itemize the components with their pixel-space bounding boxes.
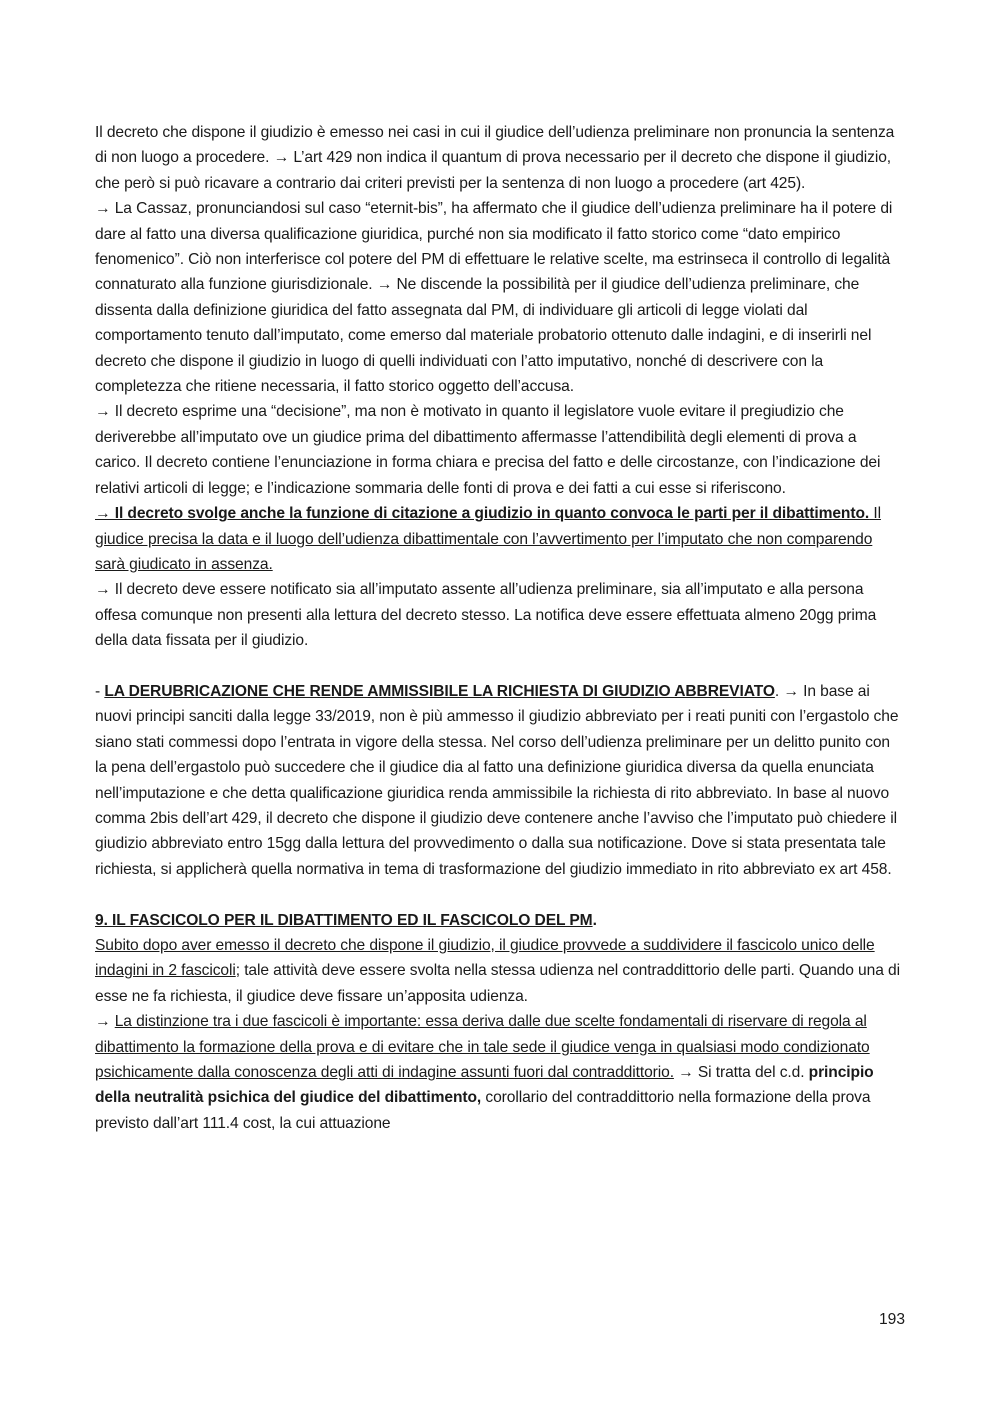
page-number: 193 — [878, 1311, 905, 1328]
document-body — [95, 120, 905, 1136]
paragraph-decisione: → Il decreto esprime una “decisione”, ma non è motivato in quanto il legislatore vuole evitare il pregiudizio che deriverebbe all’imputato ove un giudice prima del dibattimento affermasse l’attendibilità degli elementi di prova a carico. Il decreto contiene l’enunciazione in forma chiara e precisa del fatto e delle circostanze, con l’indicazione dei relativi articoli di legge; e l’indicazione sommaria delle fonti di prova e dei fatti a cui esse si riferiscono. — [95, 403, 881, 497]
paragraph-suddivisione: Subito dopo aver emesso il decreto che dispone il giudizio, il giudice provvede a suddividere il fascicolo unico delle indagini in 2 fascicoli; tale attività deve essere svolta nella stessa udienza nel contraddittorio delle parti. Quando una di esse ne fa richiesta, il giudice deve fissare un’apposita udienza. — [95, 936, 900, 1005]
paragraph-cassazione: → La Cassaz, pronunciandosi sul caso “eternit-bis”, ha affermato che il giudice dell’udienza preliminare ha il potere di dare al fatto una diversa qualificazione giuridica, purché non sia modificato il fatto storico come “dato empirico fenomenico”. Ciò non interferisce col potere del PM di effettuare le relative scelte, ma estrinseca il controllo di legalità connaturato alla funzione giurisdizionale. → Ne discende la possibilità per il giudice dell’udienza preliminare, che dissenta dalla definizione giuridica del fatto assegnata dal PM, di individuare gli articoli di legge violati dal comportamento tenuto dall’imputato, come emerso dal materiale probatorio ottenuto dalle indagini, e di inserirli nel decreto che dispone il giudizio in luogo di quelli individuati con l’atto imputativo, nonché di descrivere con la completezza che ritiene necessaria, il fatto storico oggetto dell’accusa. — [95, 200, 893, 396]
arrow-icon: → — [95, 1013, 111, 1031]
paragraph-distinzione: → La distinzione tra i due fascicoli è importante: essa deriva dalle due scelte fondamentali di riservare di regola al dibattimento la formazione della prova e di evitare che in tale sede il giudice venga in qualsiasi modo condizionato psichicamente dalla conoscenza degli atti di indagine assunti fuori dal contraddittorio. → Si tratta del c.d. principio della neutralità psichica del giudice del dibattimento, corollario del contraddittorio nella formazione della prova previsto dall’art 111.4 cost, la cui attuazione — [95, 1013, 874, 1132]
spacer — [95, 882, 905, 907]
bold-emphasis: principio della neutralità psichica del giudice del dibattimento, — [95, 1064, 874, 1107]
paragraph-citazione: → Il decreto svolge anche la funzione di citazione a giudizio in quanto convoca le parti per il dibattimento. Il giudice precisa la data e il luogo dell’udienza dibattimentale con l’avvertimento per l’imputato che non comparendo sarà giudicato in assenza. — [95, 505, 881, 573]
arrow-icon: → — [95, 403, 111, 421]
paragraph-notifica: → Il decreto deve essere notificato sia all’imputato assente all’udienza preliminare, sia all’imputato e alla persona offesa comunque non presenti alla lettura del decreto stesso. La notifica deve essere effettuata almeno 20gg prima della data fissata per il giudizio. — [95, 581, 877, 650]
subsection-heading: LA DERUBRICAZIONE CHE RENDE AMMISSIBILE LA RICHIESTA DI GIUDIZIO ABBREVIATO — [104, 682, 775, 700]
arrow-icon: → — [95, 200, 111, 218]
arrow-icon: → — [95, 581, 111, 599]
paragraph-decreto-intro: Il decreto che dispone il giudizio è emesso nei casi in cui il giudice dell’udienza preliminare non pronuncia la sentenza di non luogo a procedere. → L’art 429 non indica il quantum di prova necessario per il decreto che dispone il giudizio, che però si può ricavare a contrario dai criteri previsti per la sentenza di non luogo a procedere (art 425). — [95, 124, 895, 192]
spacer — [95, 654, 905, 679]
paragraph-derubricazione: - LA DERUBRICAZIONE CHE RENDE AMMISSIBILE LA RICHIESTA DI GIUDIZIO ABBREVIATO. → In base ai nuovi principi sanciti dalla legge 33/2019, non è più ammesso il giudizio abbreviato per i reati puniti con l’ergastolo che siano stati commessi dopo l’entrata in vigore della stessa. Nel corso dell’udienza preliminare per un delitto punito con la pena dell’ergastolo può succedere che il giudice dia al fatto una definizione giuridica diversa da quella enunciata nell’imputazione e che detta qualificazione giuridica renda ammissibile la richiesta di rito abbreviato. In base al nuovo comma 2bis dell’art 429, il decreto che dispone il giudizio deve contenere anche l’avviso che l’imputato può chiedere il giudizio abbreviato entro 15gg dalla lettura del provvedimento o dalla sua notificazione. Dove si stata presentata tale richiesta, si applicherà quella normativa in tema di trasformazione del giudizio immediato in rito abbreviato ex art 458. — [95, 682, 899, 878]
section-heading: 9. IL FASCICOLO PER IL DIBATTIMENTO ED IL FASCICOLO DEL PM. — [95, 911, 597, 929]
bold-emphasis: → Il decreto svolge anche la funzione di citazione a giudizio in quanto convoca le parti per il dibattimento. — [95, 505, 870, 523]
